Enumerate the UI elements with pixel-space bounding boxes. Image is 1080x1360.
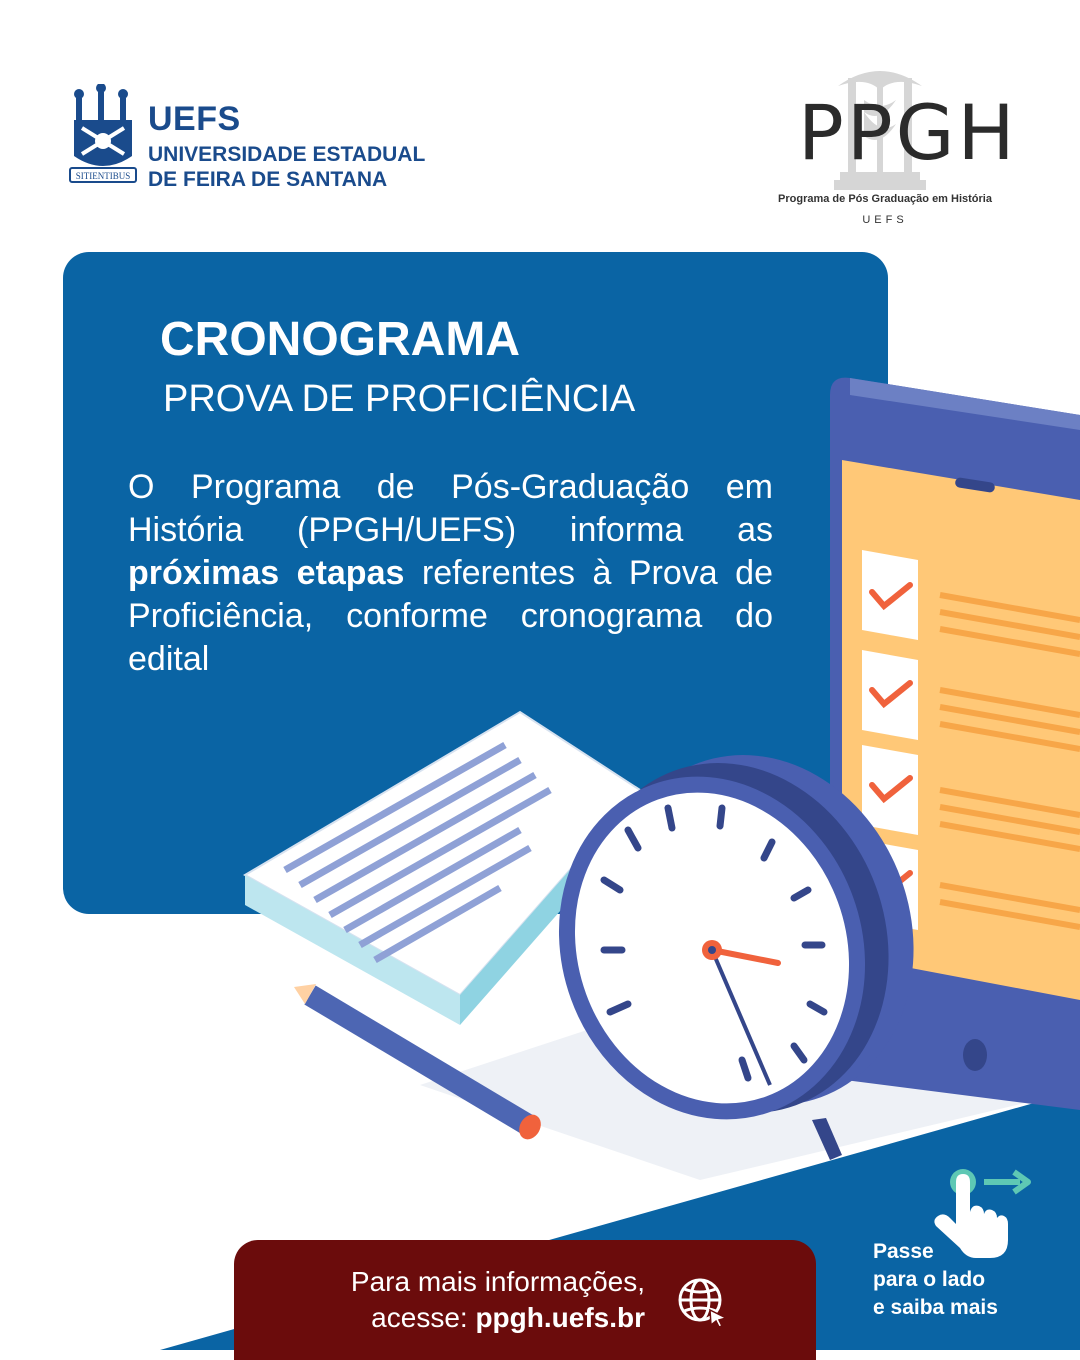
uefs-title: UEFS <box>148 100 241 138</box>
announcement-text <box>128 466 773 681</box>
website-link[interactable]: ppgh.uefs.br <box>475 1302 645 1333</box>
info-box <box>234 1240 816 1360</box>
swipe-hint-line3: e saiba mais <box>873 1296 998 1319</box>
uefs-subtitle-line2: DE FEIRA DE SANTANA <box>148 168 388 191</box>
ppgh-title: PPGH <box>798 88 1018 177</box>
globe-icon[interactable] <box>676 1276 728 1328</box>
uefs-subtitle-line1: UNIVERSIDADE ESTADUAL <box>148 143 426 166</box>
info-prefix: acesse: <box>371 1302 476 1333</box>
ppgh-uefs: UEFS <box>862 214 908 226</box>
ppgh-subtitle: Programa de Pós Graduação em História <box>778 193 992 205</box>
uefs-motto: SITIENTIBUS <box>75 171 131 181</box>
announcement-text-highlight: próximas etapas <box>128 554 405 592</box>
swipe-hint <box>873 1238 998 1322</box>
announcement-text-before: O Programa de Pós-Graduação em História (PPGH/UEFS) informa as <box>128 468 773 549</box>
announcement-text-after: referentes à Prova de Proficiência, conforme cronograma do edital <box>128 554 773 678</box>
info-line2 <box>240 1302 645 1334</box>
swipe-hint-line1: Passe <box>873 1240 934 1263</box>
page-subtitle: PROVA DE PROFICIÊNCIA <box>163 378 636 420</box>
info-line1: Para mais informações, <box>350 1266 645 1297</box>
swipe-hint-line2: para o lado <box>873 1268 986 1291</box>
page-title: CRONOGRAMA <box>160 313 520 366</box>
